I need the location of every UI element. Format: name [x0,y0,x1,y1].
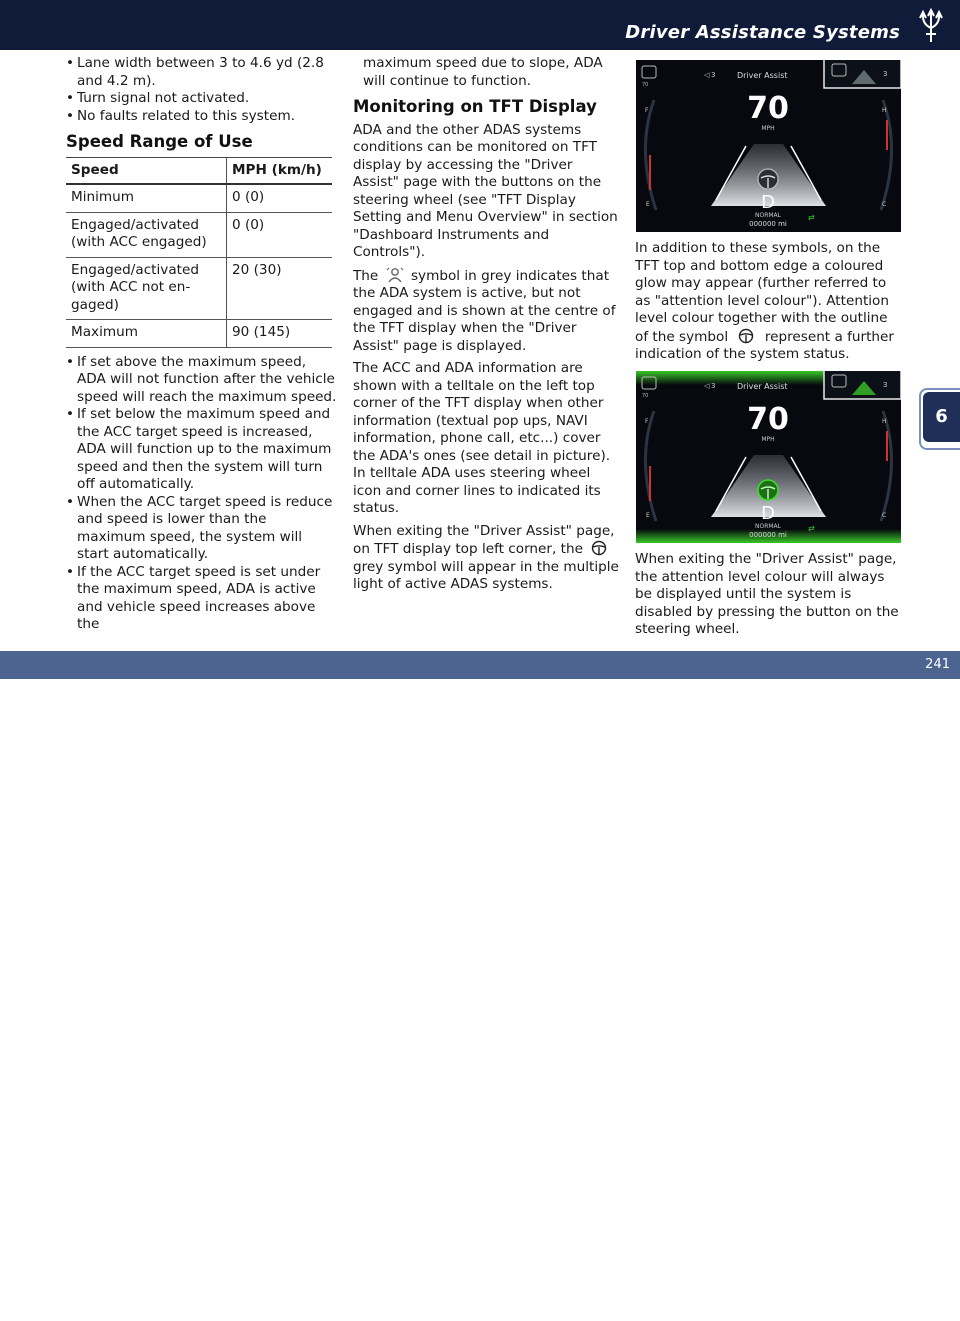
table-cell: 0 (0) [227,184,333,212]
table-cell: 0 (0) [227,212,333,257]
paragraph-text: grey symbol will appear in the multiple light of active ADAS systems. [353,558,619,592]
svg-text:◁: ◁ [704,382,710,390]
driver-assist-label: Driver Assist [737,71,788,80]
list-item: • No faults related to this system. [66,108,338,126]
table-row [66,320,332,348]
paragraph-text: represent a further indication of the system status. [635,328,894,362]
speed-readout: 70 [747,402,789,437]
svg-text:⇄: ⇄ [808,213,815,222]
svg-text:E: E [646,201,650,208]
lane-number-text: 3 [883,381,888,389]
driver-assist-label: Driver Assist [737,382,788,391]
behaviour-list [66,354,338,634]
svg-text:⇄: ⇄ [808,524,815,533]
steering-wheel-icon [590,540,608,556]
page-header [0,0,960,50]
column-right [635,240,903,369]
monitoring-heading: Monitoring on TFT Display [353,97,597,116]
table-row [66,257,332,320]
lane-number-text: 3 [883,70,888,78]
svg-text:C: C [882,512,887,519]
odometer: 000000 mi [749,220,787,228]
set-speed-text: 70 [642,82,649,88]
tft-display-attention-image [636,371,901,543]
page-number: 241 [925,657,950,672]
chapter-tab[interactable] [923,392,960,442]
list-item: • Turn signal not activated. [66,90,338,108]
table-cell: 20 (30) [227,257,333,320]
paragraph-text: In addition to these symbols, on the TFT top and bottom edge a coloured glow may appear (further referred to as "attention level colour"). Attention level colour together with the outline of the symbol [635,240,889,345]
svg-text:H: H [882,418,887,425]
svg-text:E: E [646,512,650,519]
drive-mode: NORMAL [754,212,782,219]
table-cell: Engaged/activated (with ACC not en- gaged) [66,257,227,320]
list-item: • When the ACC target speed is reduce and speed is lower than the maximum speed, the system will start automatically. [66,494,338,564]
table-cell: Maximum [66,320,227,348]
section-title: Driver Assistance Systems [625,22,900,43]
trident-logo-icon [916,8,946,44]
table-cell: Minimum [66,184,227,212]
steering-wheel-icon [735,328,757,344]
watermark: carmanualsonline.info [545,1296,810,1321]
svg-text:◁: ◁ [704,71,710,79]
gear-readout: D [761,192,775,213]
list-item: • Lane width between 3 to 4.6 yd (2.8 and 4.2 m). [66,55,338,90]
table-header-row [66,157,332,184]
set-speed-text: 70 [642,393,649,399]
paragraph [635,240,903,364]
speed-unit: MPH [761,125,775,132]
table-cell: 90 (145) [227,320,333,348]
column-right-bottom [635,551,903,644]
speed-readout: 70 [747,91,789,126]
paragraph-text: symbol in grey indicates that the ADA system is active, but not engaged and is shown at the centre of the TFT display when the "Driver Assist" page is displayed. [353,267,616,354]
paragraph [353,267,619,356]
tft-display-image [636,60,901,232]
column-left [66,55,338,634]
table-header-cell: MPH (km/h) [227,157,333,184]
column-middle [353,55,619,599]
page-footer [0,651,960,1321]
table-cell: Engaged/activated (with ACC engaged) [66,212,227,257]
gear-readout: D [761,503,775,524]
lane-number-text: 3 [711,382,716,390]
list-item: • If the ACC target speed is set under the maximum speed, ADA is active and vehicle speed increases above the [66,564,338,634]
continuation-text: maximum speed due to slope, ADA will continue to function. [363,55,603,89]
chapter-number: 6 [935,406,948,427]
speed-range-heading: Speed Range of Use [66,132,253,151]
paragraph: When exiting the "Driver Assist" page, the attention level colour will always be displayed until the system is disabled by pressing the button on the steering wheel. [635,551,899,637]
requirements-list [66,55,338,125]
paragraph: ADA and the other ADAS systems conditions can be monitored on TFT display by accessing the "Driver Assist" page with the buttons on the steering wheel (see "TFT Display Setting and Menu Overview" in section "Dashboard Instruments and Controls"). [353,121,618,260]
ada-person-icon [386,267,404,283]
paragraph: The ACC and ADA information are shown with a telltale on the left top corner of the TFT display when other information (textual pop ups, NAVI information, phone call, etc...) cover the ADA's ones (see detail in picture). In telltale ADA uses steering wheel icon and corner lines to indicated its status. [353,360,611,516]
list-item: • If set above the maximum speed, ADA will not function after the vehicle speed will reach the maximum speed. [66,354,338,407]
paragraph-text: The [353,267,379,284]
table-header-cell: Speed [66,157,227,184]
svg-text:F: F [645,418,649,425]
speed-unit: MPH [761,436,775,443]
list-item: • If set below the maximum speed and the ACC target speed is increased, ADA will function up to the maximum speed and then the system will turn off automatically. [66,406,338,494]
lane-number-text: 3 [711,71,716,79]
table-row [66,184,332,212]
svg-text:F: F [645,107,649,114]
odometer: 000000 mi [749,531,787,539]
paragraph-text: When exiting the "Driver Assist" page, on TFT display top left corner, the [353,522,615,557]
table-row [66,212,332,257]
speed-range-table [66,157,332,348]
paragraph [353,523,619,594]
drive-mode: NORMAL [754,523,782,530]
svg-text:H: H [882,107,887,114]
svg-text:C: C [882,201,887,208]
